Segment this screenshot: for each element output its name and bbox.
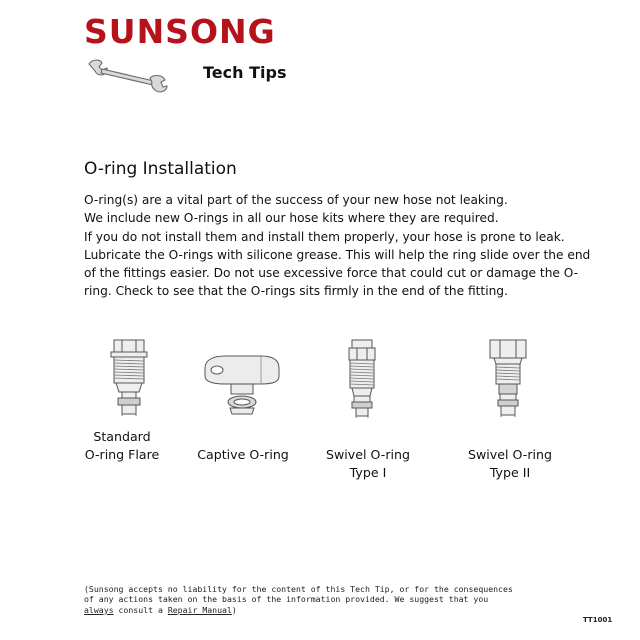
repair-manual-reference: Repair Manual <box>167 604 232 615</box>
paragraph-line: O-ring(s) are a vital part of the success of your new hose not leaking. <box>84 193 508 207</box>
swivel-type1-fitting-icon <box>342 338 382 422</box>
figure-caption-swivel-type1: Swivel O-ring Type I <box>326 447 410 480</box>
paragraph-line: We include new O-rings in all our hose kits where they are required. <box>84 211 499 226</box>
liability-disclaimer: (Sunsong accepts no liability for the content of this Tech Tip, or for the consequences of any actions taken on the basis of the information provided. We suggest that you always consult a Repair Manual) <box>84 584 513 615</box>
paragraph-line: Lubricate the O-rings with silicone grease. This will help the ring slide over the end <box>84 247 591 262</box>
paragraph-line: ring. Check to see that the O-rings sits firmly in the end of the fitting. <box>84 284 508 299</box>
brand-logo: SUNSONG <box>84 12 276 51</box>
figure-caption-standard: Standard O-ring Flare <box>84 429 160 462</box>
document-code: TT1001 <box>583 616 613 624</box>
wrench-icon <box>86 58 168 94</box>
paragraph-line: If you do not install them and install them properly, your hose is prone to leak. <box>84 229 565 244</box>
emphasis-always: always <box>84 604 114 615</box>
captive-oring-fitting-icon <box>197 350 283 418</box>
standard-flare-fitting-icon <box>104 338 154 420</box>
figure-caption-swivel-type2: Swivel O-ring Type II <box>468 447 552 480</box>
swivel-type2-fitting-icon <box>486 338 530 422</box>
figure-caption-captive: Captive O-ring <box>197 447 289 462</box>
subtitle: Tech Tips <box>203 63 287 82</box>
paragraph-line: of the fittings easier. Do not use excessive force that could cut or damage the O- <box>84 266 579 281</box>
section-title: O-ring Installation <box>84 159 237 179</box>
instructions-paragraph <box>84 191 591 301</box>
